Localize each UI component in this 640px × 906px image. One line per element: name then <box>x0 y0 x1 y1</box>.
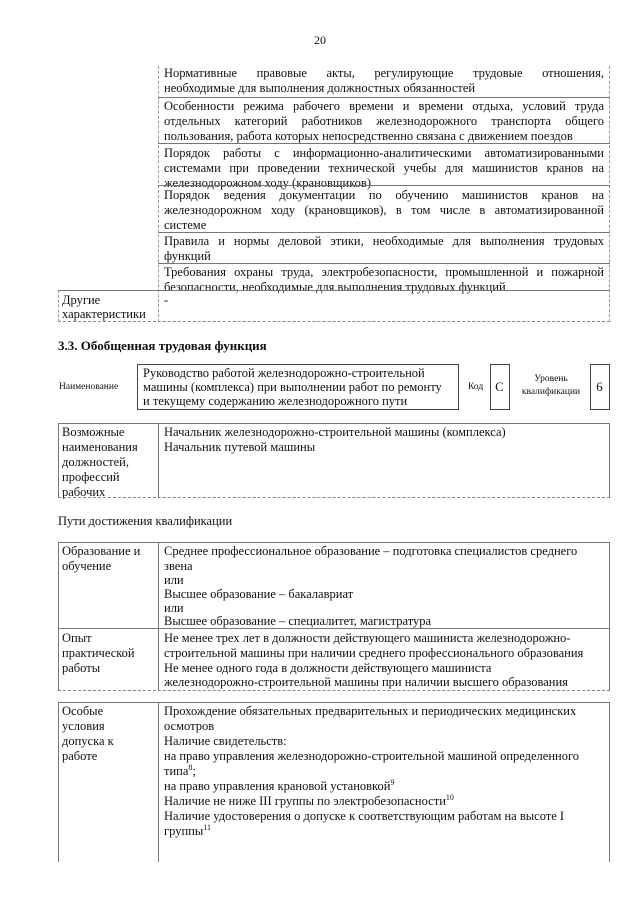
table-border <box>609 66 610 322</box>
education-line: Высшее образование – специалитет, магистратура <box>164 614 432 628</box>
table-top-border <box>58 702 610 703</box>
function-name-line-1: Руководство работой железнодорожно-строительной <box>143 366 425 380</box>
table-top-border <box>58 542 610 543</box>
special-line: осмотров <box>164 719 215 733</box>
education-line: Высшее образование – бакалавриат <box>164 587 354 601</box>
special-line <box>164 779 394 794</box>
experience-line: Не менее одного года в должности действующего машиниста <box>164 661 492 675</box>
knowledge-row-2-line-1: Особенности режима рабочего времени и времени отдыха, условий труда <box>164 99 604 113</box>
other-characteristics-label: Другие <box>62 293 101 307</box>
position-item: Начальник путевой машины <box>164 440 316 454</box>
education-label-2: обучение <box>62 559 112 573</box>
row-separator <box>158 143 610 144</box>
special-label-2: условия <box>62 719 105 733</box>
special-line: на право управления железнодорожно-строительной машиной определенного <box>164 749 580 763</box>
special-line: Наличие свидетельств: <box>164 734 287 748</box>
knowledge-row-1-line-2: необходимые для выполнения должностных обязанностей <box>164 81 476 95</box>
special-line: Прохождение обязательных предварительных и периодических медицинских <box>164 704 577 718</box>
positions-label-5: рабочих <box>62 485 106 499</box>
education-line: звена <box>164 559 193 573</box>
knowledge-row-4-line-1: Порядок ведения документации по обучению машинистов кранов на <box>164 188 604 202</box>
other-characteristics-value: - <box>164 293 169 307</box>
special-line: Наличие удостоверения о допуске к соответствующим работам на высоте I <box>164 809 565 823</box>
knowledge-row-6-line-1: Требования охраны труда, электробезопасности, промышленной и пожарной <box>164 265 604 279</box>
education-label: Образование и <box>62 544 141 558</box>
function-name-line-2: машины (комплекса) при выполнении работ по ремонту <box>143 380 442 394</box>
table-bottom-border <box>58 690 610 691</box>
table-divider <box>158 423 159 498</box>
row-separator <box>58 290 610 291</box>
level-label: Уровень <box>534 374 568 384</box>
knowledge-row-5-line-2: функций <box>164 249 211 263</box>
table-border <box>609 702 610 862</box>
row-separator <box>158 263 610 264</box>
knowledge-row-3-line-2: системами при проведении технической учебы для машинистов кранов на <box>164 161 604 175</box>
special-line <box>164 794 454 809</box>
row-separator <box>158 232 610 233</box>
education-line: Среднее профессиональное образование – подготовка специалистов среднего <box>164 544 578 558</box>
special-label-3: допуска к <box>62 734 114 748</box>
table-border <box>58 702 59 862</box>
paths-title: Пути достижения квалификации <box>58 514 233 528</box>
row-separator <box>158 185 610 186</box>
experience-line: железнодорожно-строительной машины при наличии высшего образования <box>164 675 568 689</box>
position-item: Начальник железнодорожно-строительной машины (комплекса) <box>164 425 506 439</box>
experience-label: Опыт <box>62 631 92 645</box>
row-separator <box>158 97 610 98</box>
knowledge-row-3-line-3: железнодорожном ходу (крановщиков) <box>164 176 371 190</box>
special-line <box>164 824 211 839</box>
knowledge-row-1-line-1: Нормативные правовые акты, регулирующие трудовые отношения, <box>164 66 604 80</box>
experience-line: Не менее трех лет в должности действующего машиниста железнодорожно- <box>164 631 571 645</box>
experience-label-2: практической <box>62 646 135 660</box>
footnote-ref: 11 <box>203 822 211 832</box>
knowledge-row-6-line-2: безопасности, необходимые для выполнения трудовых функций <box>164 280 506 294</box>
special-line-text: типа <box>164 764 189 778</box>
knowledge-row-4-line-2: железнодорожном ходу (крановщиков), в том числе в автоматизированной <box>164 203 604 217</box>
table-bottom-border <box>58 497 610 498</box>
knowledge-row-4-line-3: системе <box>164 218 207 232</box>
table-divider <box>158 66 159 322</box>
table-border <box>58 423 59 498</box>
table-border <box>609 423 610 498</box>
positions-label-4: профессий <box>62 470 120 484</box>
knowledge-row-3-line-1: Порядок работы с информационно-аналитическими автоматизированными <box>164 146 604 160</box>
name-label: Наименование <box>59 382 119 392</box>
code-value: C <box>495 379 504 394</box>
knowledge-row-5-line-1: Правила и нормы деловой этики, необходимые для выполнения трудовых <box>164 234 604 248</box>
table-divider <box>158 542 159 691</box>
table-divider <box>158 702 159 862</box>
footnote-ref: 10 <box>445 792 454 802</box>
special-line-punct: ; <box>192 764 196 778</box>
special-line-text: Наличие не ниже III группы по электробезопасности <box>164 794 446 808</box>
special-line-text: на право управления крановой установкой <box>164 779 391 793</box>
other-characteristics-label-2: характеристики <box>62 307 146 321</box>
footnote-ref: 9 <box>390 777 395 787</box>
page-number: 20 <box>314 33 326 47</box>
level-label-2: квалификации <box>521 387 581 397</box>
table-bottom-border <box>58 321 610 322</box>
footnote-ref: 8 <box>188 762 193 772</box>
table-top-border <box>58 423 610 424</box>
code-label: Код <box>468 382 484 392</box>
special-line-text: группы <box>164 824 204 838</box>
table-border <box>58 290 59 322</box>
level-value: 6 <box>596 379 603 394</box>
positions-label-2: наименования <box>62 440 138 454</box>
special-label-4: работе <box>62 749 98 763</box>
knowledge-row-2-line-2: отдельных категорий работников железнодорожного транспорта общего <box>164 114 604 128</box>
section-title: 3.3. Обобщенная трудовая функция <box>58 338 267 353</box>
function-name-line-3: и текущему содержанию железнодорожного пути <box>143 394 408 408</box>
knowledge-row-2-line-3: пользования, работа которых непосредственно связана с движением поездов <box>164 129 573 143</box>
experience-label-3: работы <box>62 661 101 675</box>
special-label: Особые <box>62 704 104 718</box>
education-line: или <box>164 573 184 587</box>
table-border <box>609 542 610 691</box>
positions-label: Возможные <box>62 425 125 439</box>
education-line: или <box>164 601 184 615</box>
positions-label-3: должностей, <box>62 455 129 469</box>
experience-line: строительной машины при наличии среднего профессионального образования <box>164 646 584 660</box>
special-line <box>164 764 196 779</box>
table-border <box>58 542 59 691</box>
